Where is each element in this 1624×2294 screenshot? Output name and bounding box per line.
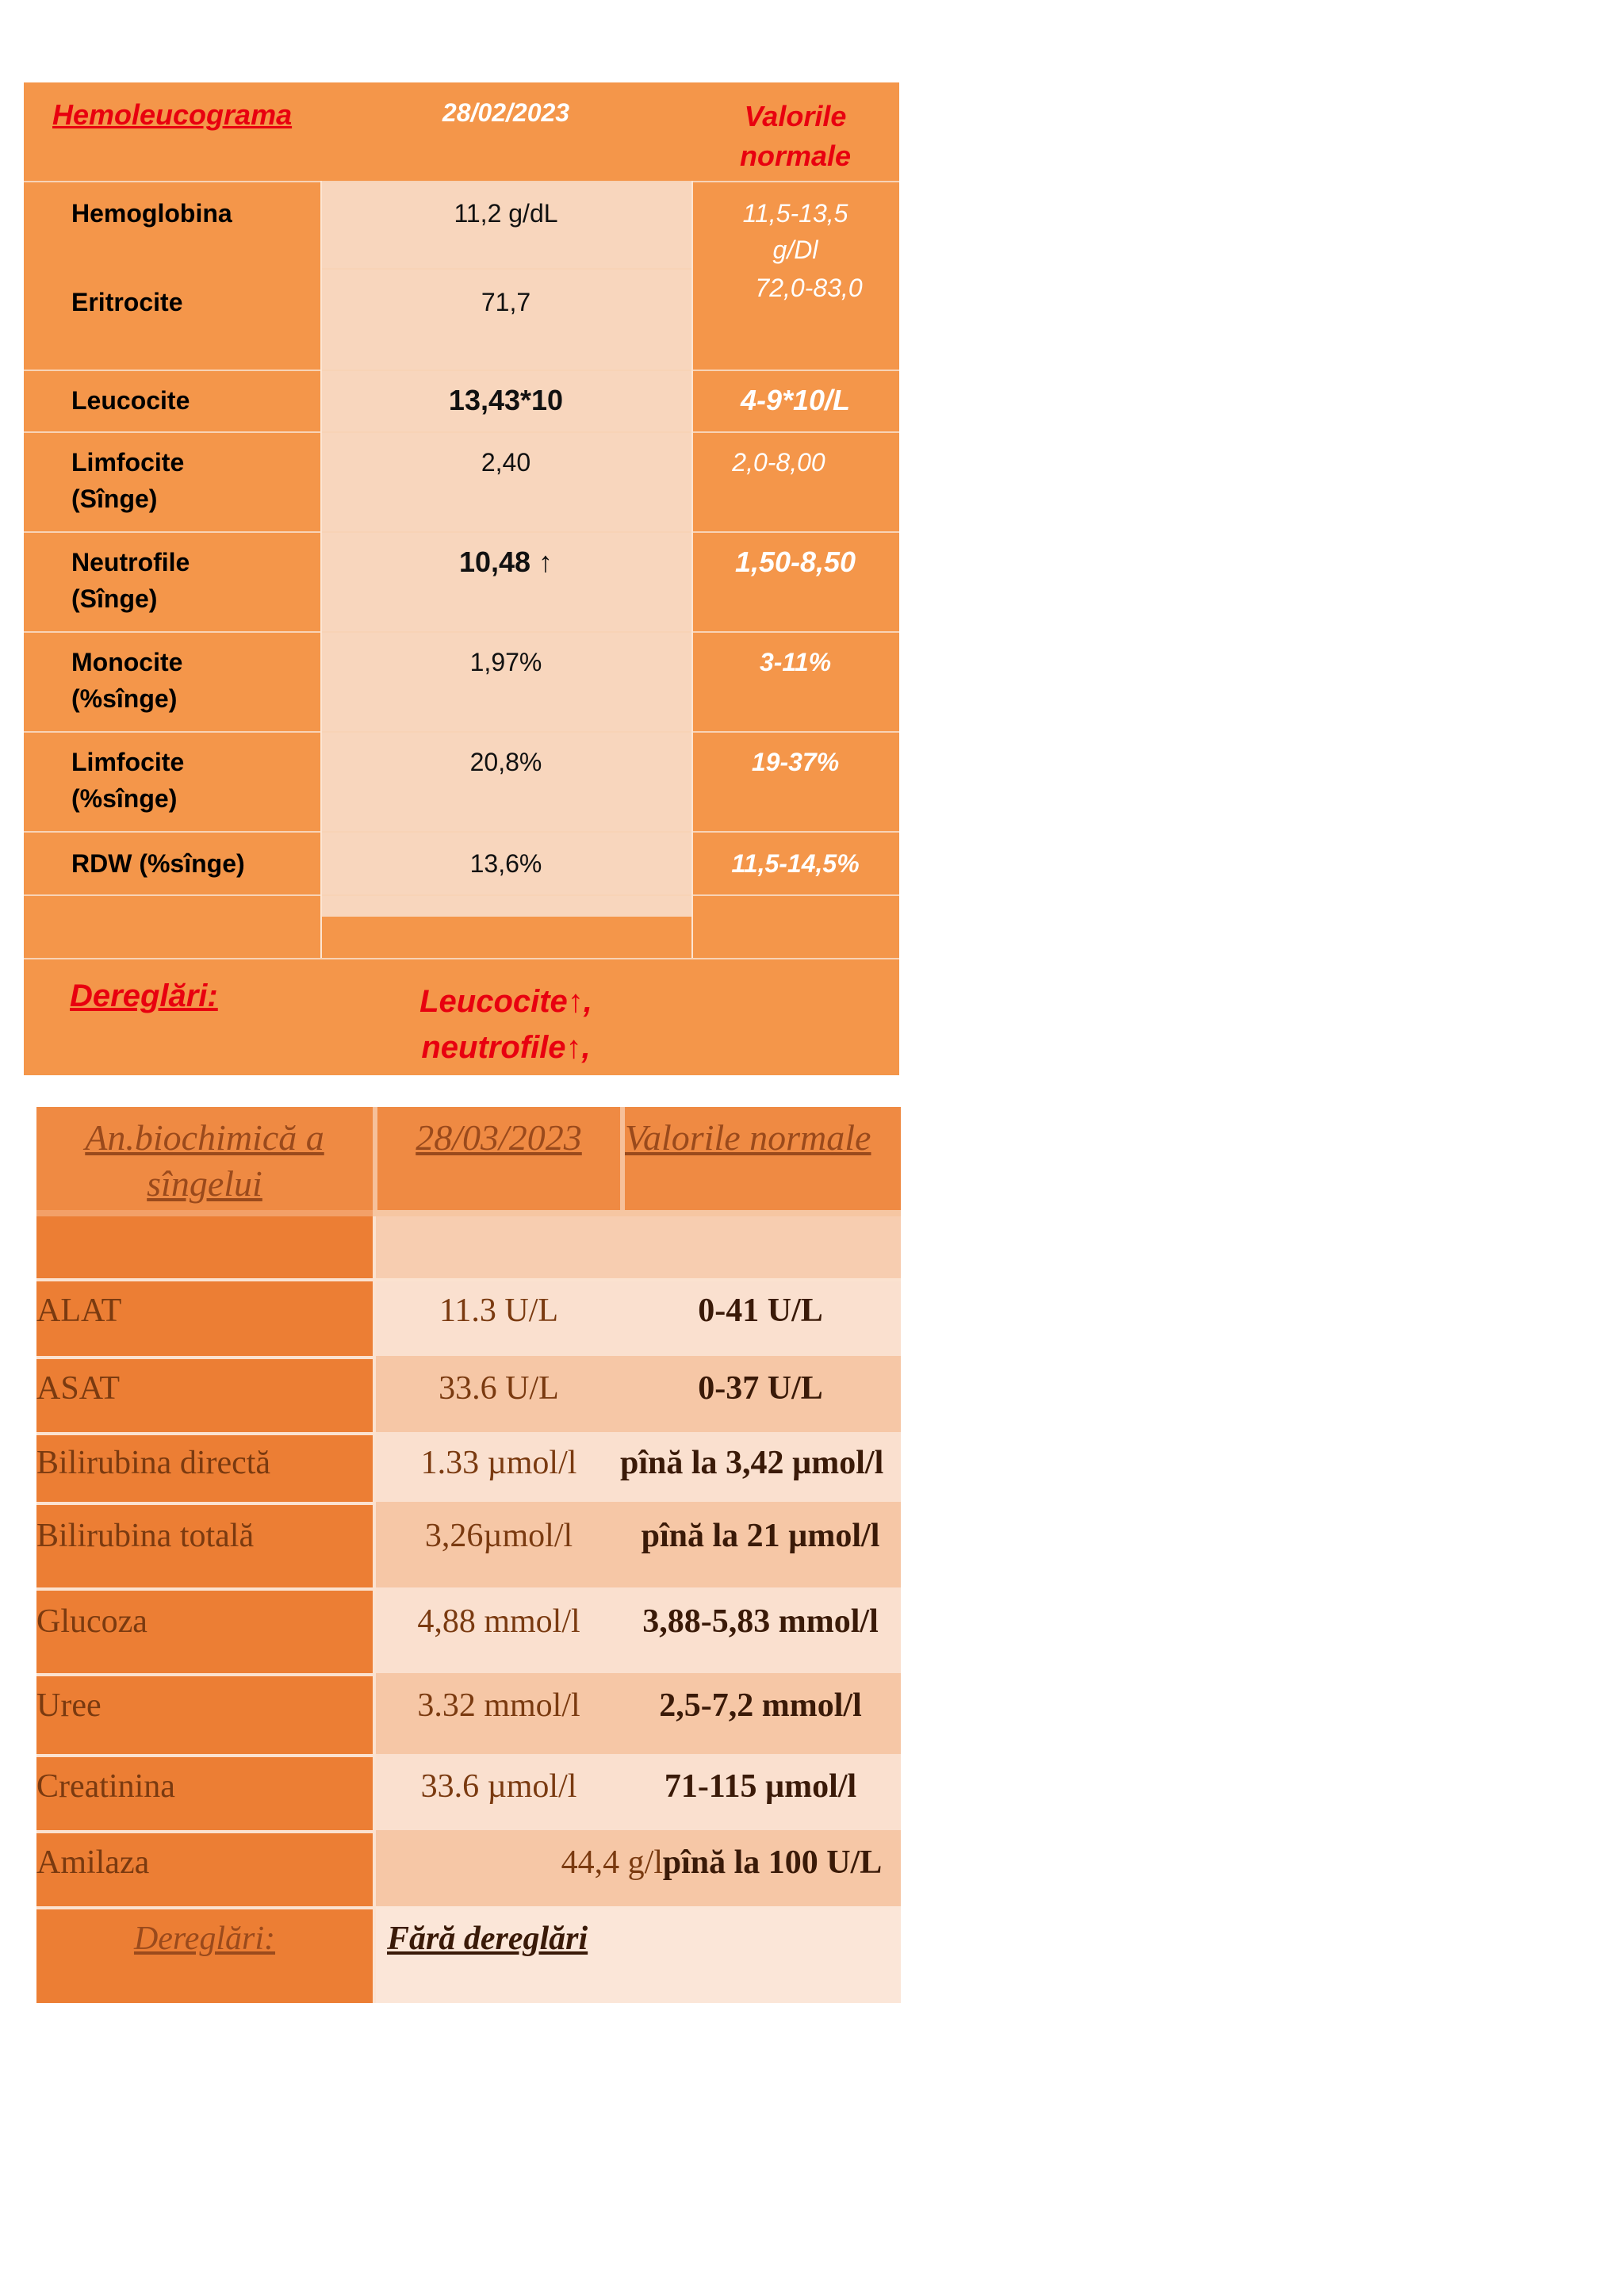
row-normal: 2,5-7,2 mmol/l	[659, 1687, 862, 1724]
row-normal: 3-11%	[759, 648, 832, 676]
row-value: 1.33 µmol/l	[420, 1445, 577, 1481]
hemo-deregl-values	[320, 978, 691, 1070]
row-value: 1,97%	[469, 648, 542, 676]
row-label-line2: (%sînge)	[71, 684, 178, 713]
row-label-line2: (Sînge)	[71, 584, 158, 613]
hemo-title: Hemoleucograma	[52, 98, 293, 131]
row-label: Bilirubina totală	[36, 1518, 255, 1554]
biochem-title-line2: sîngelui	[147, 1163, 262, 1204]
hemo-date: 28/02/2023	[442, 98, 570, 127]
normals-header-line1: Valorile	[744, 100, 847, 132]
row-value: 13,6%	[469, 849, 542, 878]
row-label: Monocite	[71, 648, 183, 676]
row-normal: 4-9*10/L	[740, 384, 851, 416]
deregl-line1: Leucocite↑,	[419, 984, 592, 1019]
row-normal: pînă la 3,42 µmol/l	[620, 1445, 884, 1481]
row-value: 33.6 U/L	[439, 1370, 559, 1407]
row-label: RDW (%sînge)	[71, 849, 245, 878]
row-normal: pînă la 21 µmol/l	[641, 1518, 880, 1554]
row-label: Amilaza	[36, 1844, 150, 1881]
biochem-normals-header: Valorile normale	[625, 1117, 871, 1158]
row-label: Neutrofile	[71, 548, 190, 576]
row-normal: 1,50-8,50	[734, 546, 856, 578]
row-normal-line2: g/Dl	[772, 236, 818, 264]
row-value: 11,2 g/dL	[454, 199, 558, 228]
row-normal: 72,0-83,0	[755, 274, 863, 302]
biochem-date: 28/03/2023	[416, 1117, 582, 1158]
row-normal: 11,5-13,5	[742, 199, 848, 228]
row-normal: 3,88-5,83 mmol/l	[642, 1603, 879, 1640]
biochem-deregl-value: Fără dereglări	[387, 1921, 588, 1957]
row-label: Creatinina	[36, 1768, 175, 1805]
row-value: 20,8%	[469, 748, 542, 776]
row-label-line2: (%sînge)	[71, 784, 178, 813]
row-label: Bilirubina directă	[36, 1445, 271, 1481]
row-normal: 11,5-14,5%	[731, 849, 860, 878]
row-label: Uree	[36, 1687, 102, 1724]
row-label: Hemoglobina	[71, 199, 232, 228]
row-label: Glucoza	[36, 1603, 147, 1640]
row-normal: pînă la 100 U/L	[662, 1844, 883, 1881]
biochemistry-table	[36, 1107, 901, 2003]
row-label: Leucocite	[71, 386, 190, 415]
hemoleucograma-table	[24, 82, 899, 1075]
row-label: Limfocite	[71, 748, 185, 776]
row-value: 10,48 ↑	[458, 546, 553, 578]
hemo-normals-header	[691, 97, 899, 176]
row-label: ALAT	[36, 1293, 122, 1329]
row-normal: 0-37 U/L	[698, 1370, 823, 1407]
row-value: 4,88 mmol/l	[417, 1603, 580, 1640]
row-normal: 71-115 µmol/l	[664, 1768, 857, 1805]
row-label: ASAT	[36, 1370, 121, 1407]
row-normal: 2,0-8,00	[732, 448, 825, 477]
row-value: 3,26µmol/l	[424, 1518, 573, 1554]
row-label: Eritrocite	[71, 288, 183, 316]
row-normal: 19-37%	[751, 748, 840, 776]
row-value: 44,4 g/l	[561, 1844, 663, 1881]
row-label-line2: (Sînge)	[71, 484, 158, 513]
row-normal: 0-41 U/L	[698, 1293, 823, 1329]
normals-header-line2: normale	[739, 140, 852, 172]
row-value: 3.32 mmol/l	[417, 1687, 580, 1724]
row-value: 2,40	[481, 448, 531, 477]
row-value: 13,43*10	[448, 384, 564, 416]
row-value: 71,7	[481, 288, 531, 316]
deregl-line2: neutrofile↑,	[421, 1030, 591, 1065]
row-value: 11.3 U/L	[439, 1293, 559, 1329]
biochem-deregl-label: Dereglări:	[133, 1921, 276, 1957]
biochem-title-line1: An.biochimică a	[85, 1117, 324, 1158]
biochem-title	[36, 1115, 373, 1207]
hemo-deregl-label: Dereglări:	[70, 978, 218, 1013]
row-value: 33.6 µmol/l	[420, 1768, 577, 1805]
row-label: Limfocite	[71, 448, 185, 477]
